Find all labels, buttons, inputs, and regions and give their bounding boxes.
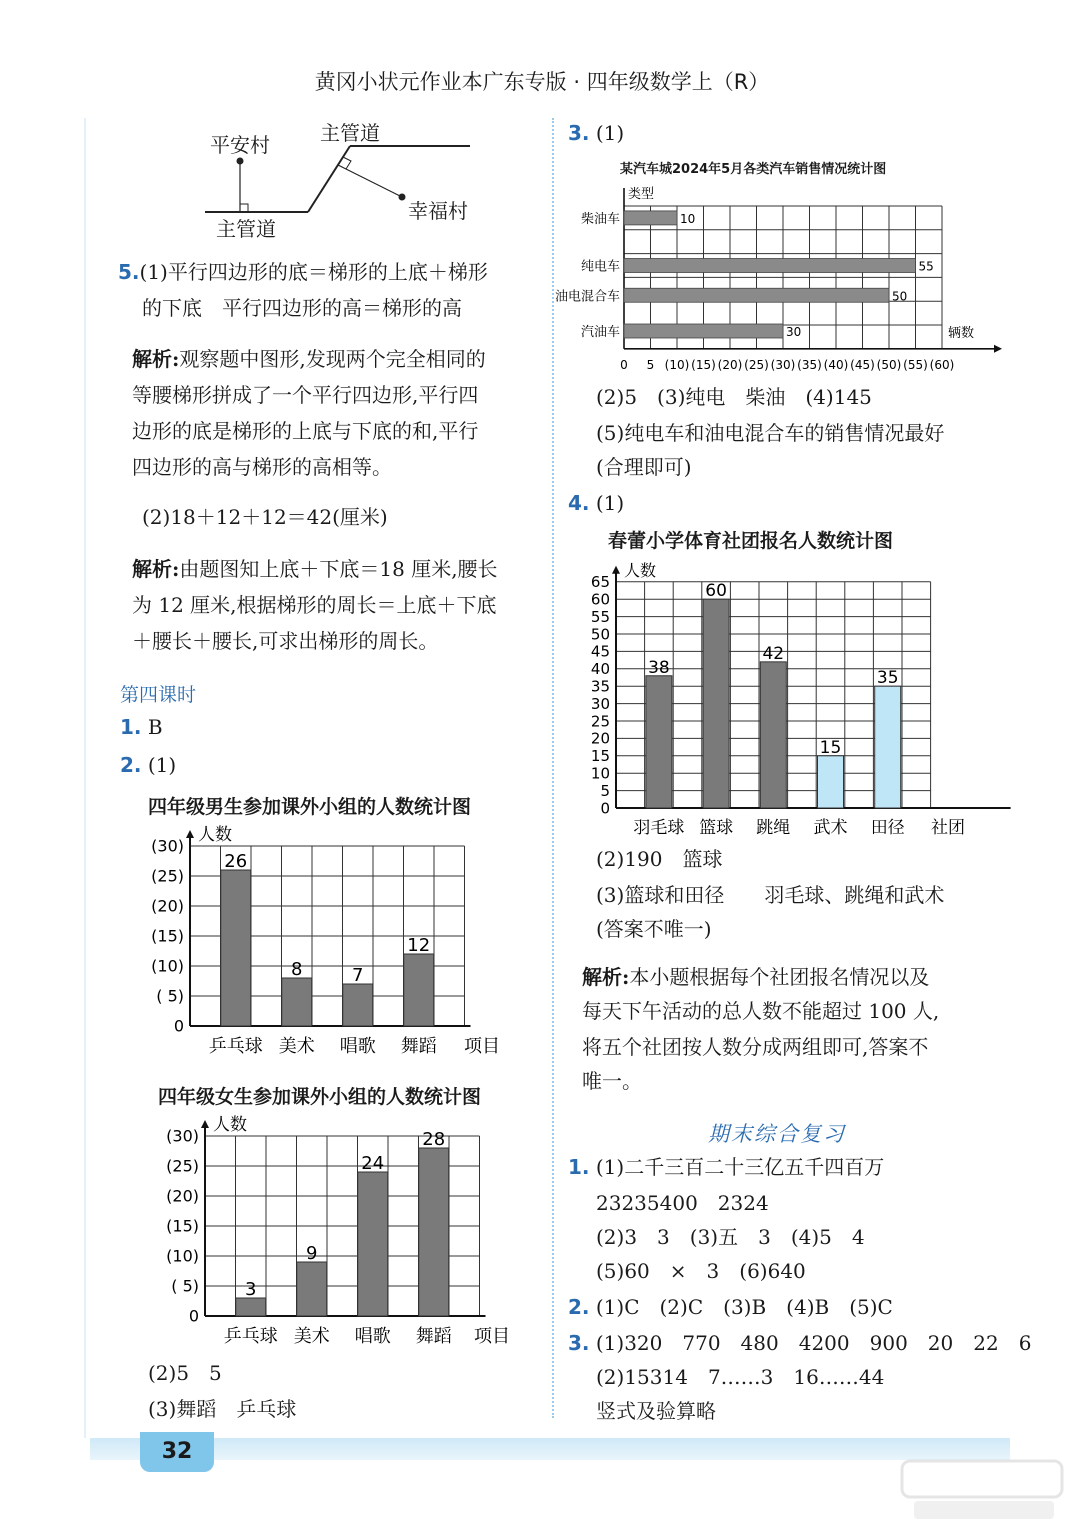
bar-value-label: 28 (422, 1129, 446, 1150)
y-tick-label: (25) (166, 1156, 199, 1176)
y-tick-label: 55 (590, 607, 610, 626)
r3-number: 3. (568, 1331, 590, 1355)
y-tick-label: 25 (590, 712, 610, 731)
label-pingan: 平安村 (210, 133, 270, 157)
bar (646, 676, 672, 808)
y-axis-label: 人数 (624, 560, 657, 580)
x-category-label: 跳绳 (756, 818, 791, 838)
q2-number: 2. (120, 753, 142, 777)
bar-value-label: 38 (648, 657, 670, 678)
q3-part5b: (合理即可) (596, 455, 692, 479)
bar (624, 288, 889, 302)
y-tick-label: 45 (590, 642, 610, 661)
analysis1-line1 (132, 344, 486, 374)
x-category-label: 美术 (278, 1036, 315, 1057)
chart-girls (140, 1108, 540, 1353)
y-tick-label: 0 (188, 1306, 199, 1326)
q4-line (568, 488, 624, 518)
bar-value-label: 55 (918, 259, 934, 274)
y-tick-label: (10) (166, 1246, 199, 1266)
analysis4-line1 (582, 962, 929, 992)
x-axis-arrow (994, 345, 1002, 353)
y-tick-label: 5 (600, 781, 610, 800)
r3-text-a: (1)320 770 480 4200 900 20 22 6 (595, 1331, 1032, 1355)
y-tick-label: 30 (590, 694, 610, 713)
footer-bar (90, 1438, 1010, 1460)
q5-line1 (118, 257, 488, 287)
bar (624, 211, 677, 225)
y-axis-label: 类型 (628, 187, 655, 202)
bar (236, 1298, 266, 1316)
chart-clubs (570, 552, 990, 842)
bar-value-label: 15 (819, 737, 842, 758)
q2-line (120, 750, 176, 780)
bar (419, 1148, 449, 1316)
x-axis-label: 项目 (474, 1326, 510, 1347)
bar (343, 984, 373, 1026)
x-category-label: 唱歌 (354, 1326, 391, 1347)
y-tick-label: (10) (151, 956, 184, 976)
r3-line-a (568, 1328, 1031, 1358)
x-category-label: 舞蹈 (400, 1036, 437, 1057)
bar-value-label: 42 (762, 643, 785, 664)
analysis1-line3: 边形的底是梯形的上底与下底的和,平行 (132, 419, 479, 443)
x-tick-label: 5 (646, 357, 655, 372)
r1-line-b: 23235400 2324 (596, 1191, 769, 1215)
bar-value-label: 24 (361, 1153, 385, 1174)
bar (404, 954, 434, 1026)
watermark-logo (900, 1455, 1070, 1534)
q5-part2: (2)18＋12＋12＝42(厘米) (142, 505, 388, 529)
chart-cars (554, 176, 984, 376)
y-tick-label: (15) (151, 926, 184, 946)
y-category-label: 汽油车 (580, 325, 620, 340)
q5-line2: 的下底 平行四边形的高＝梯形的高 (142, 296, 462, 320)
label-road-top: 主管道 (320, 121, 380, 145)
y-category-label: 柴油车 (580, 211, 620, 227)
r3-line-c: 竖式及验算略 (596, 1399, 716, 1423)
analysis4-line2: 每天下午活动的总人数不能超过 100 人, (582, 999, 940, 1023)
label-road-bottom: 主管道 (216, 217, 276, 241)
y-tick-label: ( 5) (171, 1276, 199, 1296)
bar (875, 686, 901, 808)
x-category-label: 乒乓球 (208, 1036, 263, 1057)
y-tick-label: 40 (590, 660, 610, 679)
chart-girls-title: 四年级女生参加课外小组的人数统计图 (158, 1086, 482, 1108)
chart-cars-title: 某汽车城2024年5月各类汽车销售情况统计图 (620, 162, 887, 177)
y-tick-label: 60 (590, 590, 610, 609)
x-tick-label: (55) (903, 357, 928, 372)
bar (358, 1172, 388, 1316)
page-number: 32 (140, 1432, 214, 1472)
y-axis-label: 人数 (213, 1115, 247, 1135)
r1-line-c: (2)3 3 (3)五 3 (4)5 4 (596, 1225, 865, 1249)
village-b-dot (399, 194, 406, 201)
y-axis-label: 人数 (198, 825, 232, 845)
y-tick-label: (20) (151, 896, 184, 916)
r2-text: (1)C (2)C (3)B (4)B (5)C (595, 1295, 893, 1319)
analysis2-line1 (132, 554, 498, 584)
y-tick-label: 10 (590, 764, 610, 783)
bar-value-label: 50 (892, 289, 908, 304)
x-category-label: 唱歌 (339, 1036, 376, 1057)
q1-line (120, 712, 163, 742)
analysis1-line4: 四边形的高与梯形的高相等。 (132, 455, 392, 479)
bar (703, 599, 729, 808)
x-axis-label: 项目 (464, 1036, 500, 1057)
pipe-b (338, 165, 402, 197)
section-title: 第四课时 (120, 684, 197, 706)
x-category-label: 舞蹈 (415, 1326, 452, 1347)
q4-part2: (2)190 篮球 (596, 847, 723, 871)
analysis2-line3: ＋腰长＋腰长,可求出梯形的周长。 (132, 629, 439, 653)
x-tick-label: (45) (850, 357, 875, 372)
review-title: 期末综合复习 (708, 1122, 846, 1146)
bar (818, 756, 844, 808)
bar-value-label: 35 (876, 668, 899, 689)
x-category-label: 田径 (870, 818, 905, 838)
y-tick-label: (15) (166, 1216, 199, 1236)
x-tick-label: (20) (717, 357, 743, 372)
right-angle-b (343, 157, 351, 169)
column-divider (552, 118, 554, 1418)
y-category-label: 纯电车 (580, 259, 620, 275)
bar-value-label: 8 (291, 959, 303, 980)
y-axis-arrow (201, 1120, 209, 1128)
x-tick-label: (15) (691, 357, 716, 372)
y-tick-label: 20 (590, 729, 610, 748)
r2-number: 2. (568, 1295, 590, 1319)
x-tick-label: (50) (876, 357, 902, 372)
x-category-label: 羽毛球 (633, 818, 685, 838)
bar (297, 1262, 327, 1316)
analysis2-text1: 由题图知上底＋下底＝18 厘米,腰长 (179, 557, 498, 581)
bar-value-label: 26 (224, 851, 248, 872)
y-tick-label: 0 (600, 799, 610, 818)
q3-line (568, 118, 624, 148)
analysis1-text1: 观察题中图形,发现两个完全相同的 (179, 347, 486, 371)
x-tick-label: (60) (929, 357, 955, 372)
bar (282, 978, 312, 1026)
y-tick-label: 0 (173, 1016, 184, 1036)
y-tick-label: (20) (166, 1186, 199, 1206)
r1-line-a (568, 1152, 884, 1182)
analysis4-label: 解析: (582, 965, 630, 989)
q3-part5a: (5)纯电车和油电混合车的销售情况最好 (596, 421, 945, 445)
y-category-label: 油电混合车 (554, 289, 620, 305)
q3-number: 3. (568, 121, 590, 145)
q4-part1: (1) (595, 491, 625, 515)
analysis4-line4: 唯一。 (582, 1069, 642, 1093)
road-slope (308, 146, 350, 212)
y-tick-label: 50 (590, 625, 610, 644)
x-tick-label: (30) (770, 357, 796, 372)
y-tick-label: (30) (151, 836, 184, 856)
y-tick-label: ( 5) (156, 986, 184, 1006)
y-tick-label: (25) (151, 866, 184, 886)
y-tick-label: (30) (166, 1126, 199, 1146)
analysis2-label: 解析: (132, 557, 180, 581)
q4-part3: (3)篮球和田径 羽毛球、跳绳和武术 (596, 883, 945, 907)
x-category-label: 美术 (293, 1326, 330, 1347)
chart-boys (130, 820, 530, 1065)
bar (760, 662, 786, 808)
x-tick-label: (35) (797, 357, 822, 372)
bar-value-label: 9 (306, 1243, 318, 1264)
x-tick-label: (40) (823, 357, 849, 372)
q4-part3b: (答案不唯一) (596, 917, 712, 941)
r1-line-d: (5)60 × 3 (6)640 (596, 1259, 806, 1283)
y-tick-label: 15 (590, 747, 610, 766)
bar (624, 324, 783, 338)
q5-number: 5. (118, 260, 140, 284)
analysis1-line2: 等腰梯形拼成了一个平行四边形,平行四 (132, 383, 479, 407)
bar-value-label: 30 (786, 325, 802, 339)
y-axis-arrow (186, 830, 194, 838)
q4-number: 4. (568, 491, 590, 515)
q2-part1: (1) (147, 753, 177, 777)
x-tick-label: (10) (664, 357, 690, 372)
x-tick-label: 0 (620, 357, 628, 372)
x-axis-label: 辆数 (948, 325, 975, 341)
chart-boys-title: 四年级男生参加课外小组的人数统计图 (148, 796, 472, 818)
q2-part3: (3)舞蹈 乒乓球 (148, 1397, 297, 1421)
bar-value-label: 60 (705, 581, 727, 602)
r1-text-a: (1)二千三百二十三亿五千四百万 (595, 1155, 885, 1179)
q1-number: 1. (120, 715, 142, 739)
chart-clubs-title: 春蕾小学体育社团报名人数统计图 (608, 530, 894, 552)
analysis4-text1: 本小题根据每个社团报名情况以及 (629, 965, 930, 989)
x-tick-label: (25) (744, 357, 769, 372)
y-tick-label: 65 (590, 573, 610, 592)
q3-part2: (2)5 (3)纯电 柴油 (4)145 (596, 385, 872, 409)
bar (624, 259, 916, 273)
y-axis-arrow (612, 566, 620, 574)
r2-line (568, 1292, 893, 1322)
page-header: 黄冈小状元作业本广东专版 · 四年级数学上（R） (314, 70, 770, 94)
q2-part2: (2)5 5 (148, 1361, 222, 1385)
bar-value-label: 10 (680, 211, 696, 226)
label-xingfu: 幸福村 (408, 199, 468, 223)
analysis4-line3: 将五个社团按人数分成两组即可,答案不 (582, 1035, 929, 1059)
analysis1-label: 解析: (132, 347, 180, 371)
q5-text1: (1)平行四边形的底＝梯形的上底＋梯形 (139, 260, 488, 284)
bar-value-label: 3 (245, 1279, 257, 1300)
r1-number: 1. (568, 1155, 590, 1179)
q3-part1: (1) (595, 121, 625, 145)
right-angle-a (240, 204, 248, 212)
x-category-label: 乒乓球 (223, 1326, 278, 1347)
bar-value-label: 12 (407, 935, 431, 956)
analysis2-line2: 为 12 厘米,根据梯形的周长＝上底＋下底 (132, 593, 497, 617)
bar (221, 870, 251, 1026)
x-category-label: 武术 (813, 818, 848, 838)
q1-answer: B (147, 715, 163, 739)
x-axis-label: 社团 (931, 818, 965, 838)
y-tick-label: 35 (590, 677, 610, 696)
margin-band (84, 118, 86, 1438)
bar-value-label: 7 (352, 965, 364, 986)
x-category-label: 篮球 (699, 818, 734, 838)
r3-line-b: (2)15314 7……3 16……44 (596, 1365, 885, 1389)
